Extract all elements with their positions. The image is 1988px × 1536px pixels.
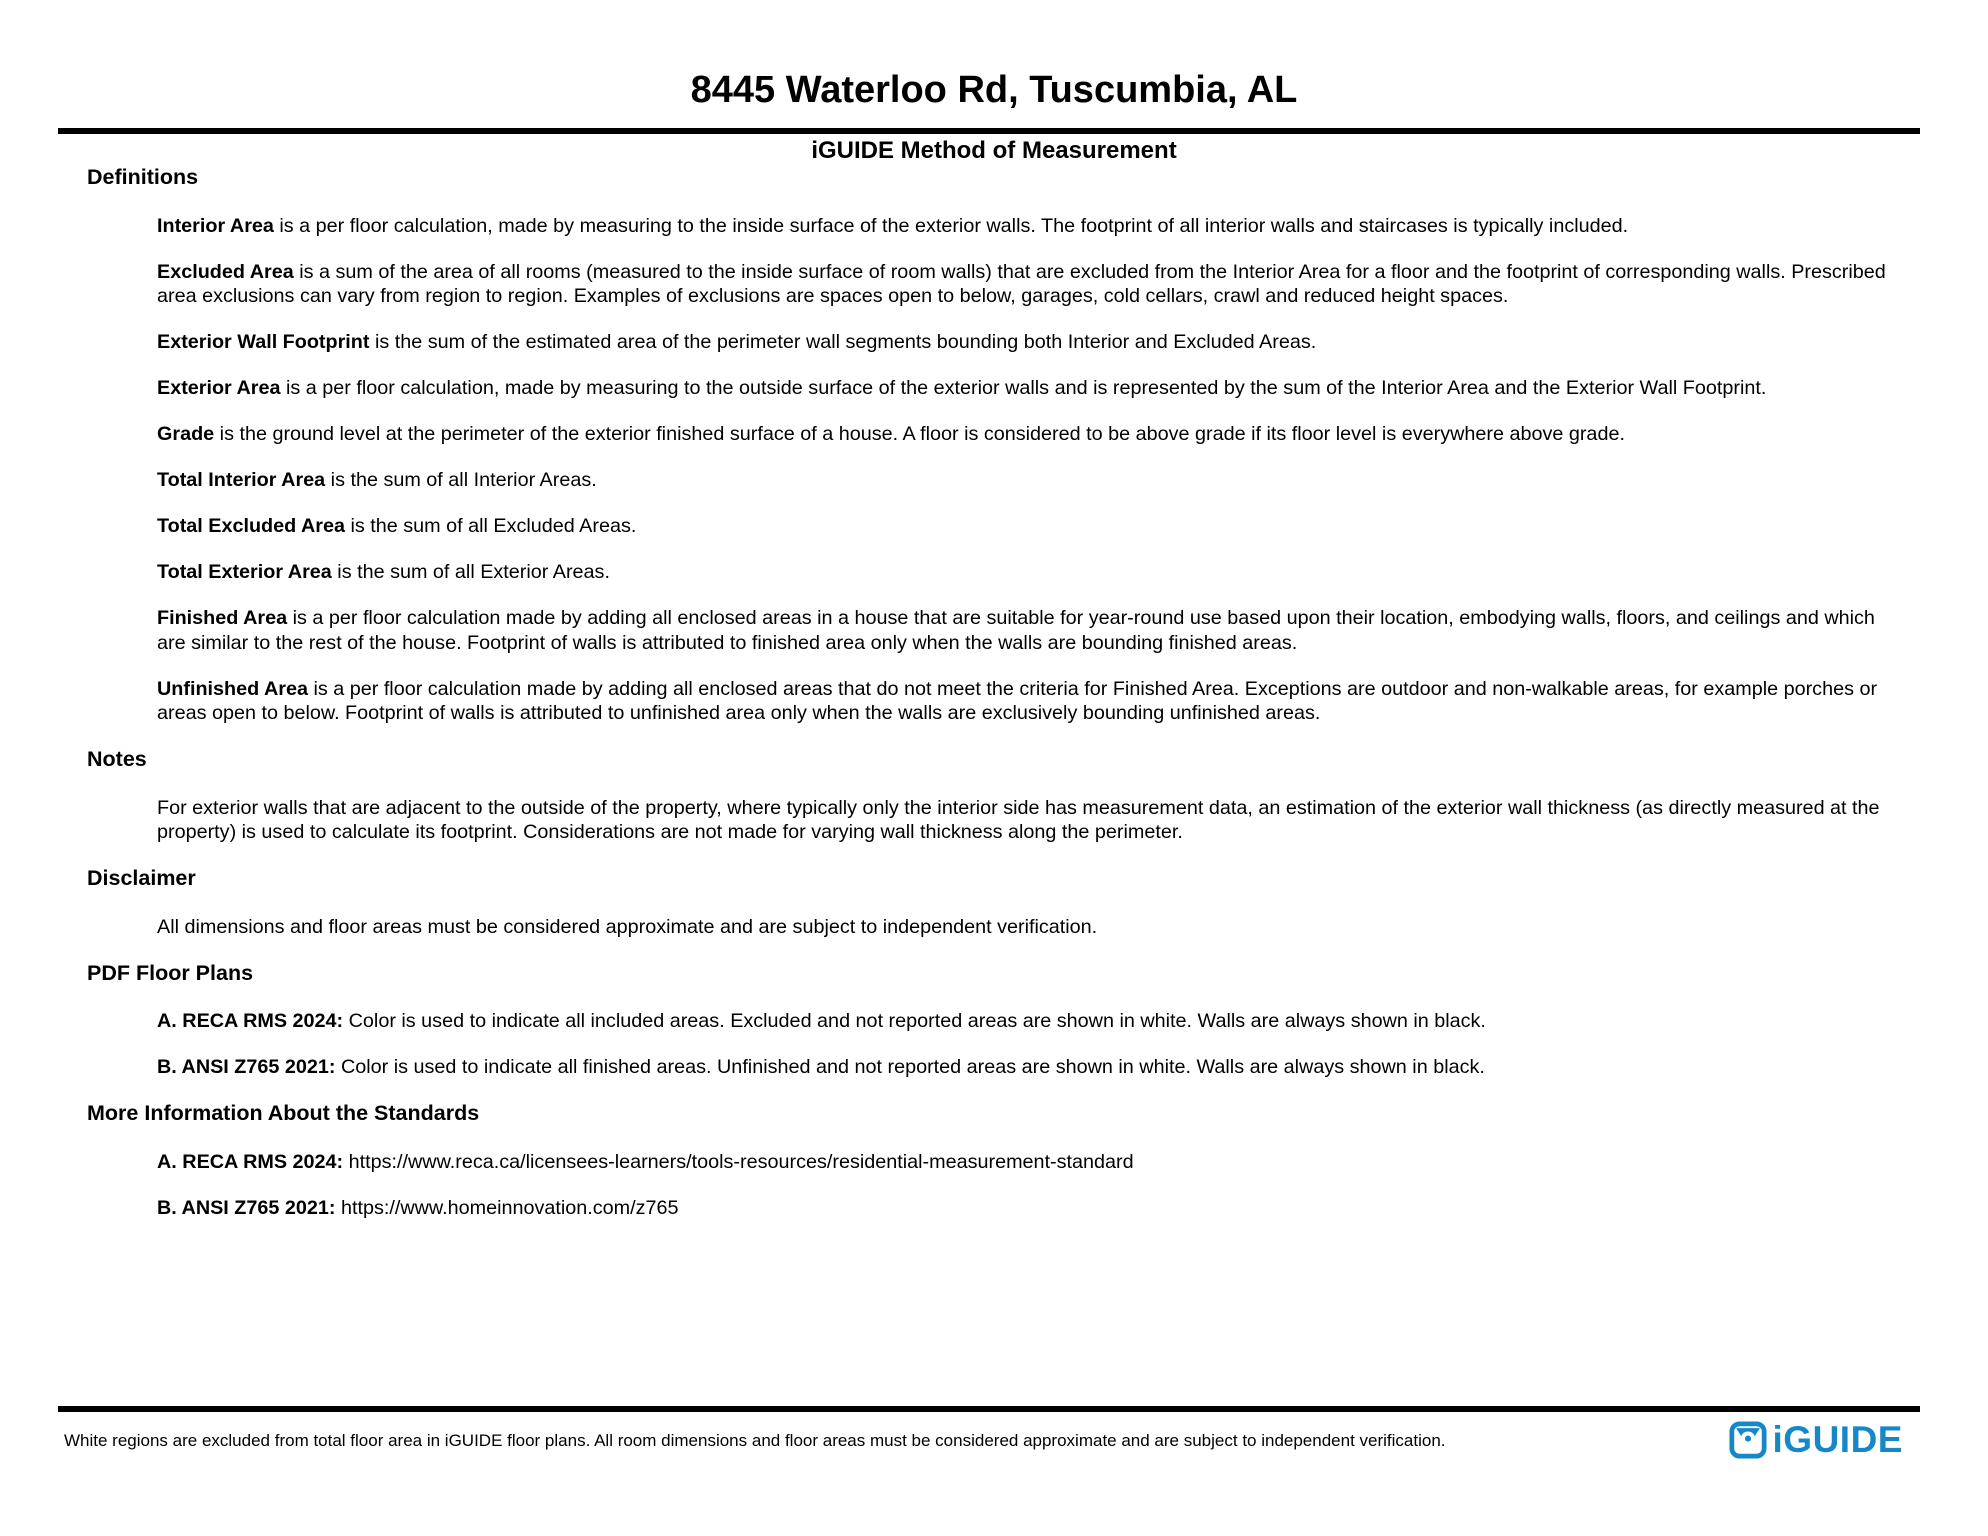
header-divider [58,128,1920,134]
definition-term: Total Exterior Area [157,561,332,583]
standard-url: https://www.reca.ca/licensees-learners/tools-resources/residential-measurement-standard [343,1150,1134,1173]
definition-text: is a per floor calculation made by adding all enclosed areas in a house that are suitable for year-round use based upon their location, embodying walls, floors, and ceilings and which are similar to the rest of the house. Footprint of walls is attributed to finished area only when the walls are bounding finished areas. [157,607,1875,654]
definition-exterior-area [157,376,1897,401]
definition-text: is the sum of all Excluded Areas. [344,515,637,537]
definition-term: Total Interior Area [157,469,326,491]
notes-paragraph: For exterior walls that are adjacent to the outside of the property, where typically only the interior side has measurement data, an estimation of the exterior wall thickness (as directly measured at the property) is used to calculate its footprint. Considerations are not made for varying wall thickness along the perimeter. [157,796,1880,843]
definition-grade [157,422,1897,447]
section-heading-more-information: More Information About the Standards [87,1101,480,1125]
page-title: 8445 Waterloo Rd, Tuscumbia, AL [690,69,1298,111]
page-footer [0,1406,1988,1468]
standard-text: Color is used to indicate all included areas. Excluded and not reported areas are shown in white. Walls are always shown in black. [343,1010,1486,1032]
standard-url: https://www.homeinnovation.com/z765 [335,1196,679,1219]
disclaimer-paragraph: All dimensions and floor areas must be considered approximate and are subject to independent verification. [157,915,1098,938]
definition-term: Total Excluded Area [157,515,345,537]
definition-total-exterior-area [157,560,1897,585]
section-heading-pdf-floor-plans: PDF Floor Plans [87,960,254,985]
more-information-item-ansi [157,1196,1897,1221]
definition-total-excluded-area [157,514,1897,539]
definition-term: Finished Area [157,607,288,629]
definition-term: Exterior Wall Footprint [157,331,370,353]
definition-text: is a per floor calculation, made by measuring to the outside surface of the exterior walls and is represented by the sum of the Interior Area and the Exterior Wall Footprint. [280,377,1767,399]
pdf-floor-plans-item-ansi [157,1055,1897,1080]
definition-text: is a per floor calculation made by adding all enclosed areas that do not meet the criteria for Finished Area. Exceptions are outdoor and non-walkable areas, for example porches or areas open to below. Footprint of walls is attributed to unfinished area only when the walls are exclusively bounding unfinished areas. [157,677,1878,724]
standard-label: B. ANSI Z765 2021: [157,1196,336,1219]
definition-term: Unfinished Area [157,677,308,700]
definition-text: is a per floor calculation, made by measuring to the inside surface of the exterior walls. The footprint of all interior walls and staircases is typically included. [273,214,1629,237]
definition-finished-area [157,606,1897,655]
iguide-logo [1729,1420,1903,1460]
definition-text: is the sum of the estimated area of the perimeter wall segments bounding both Interior and Excluded Areas. [369,331,1317,353]
footer-disclaimer: White regions are excluded from total floor area in iGUIDE floor plans. All room dimensions and floor areas must be considered approximate and are subject to independent verification. [64,1430,1446,1450]
definition-unfinished-area [157,677,1897,726]
document-subtitle: iGUIDE Method of Measurement [811,137,1177,164]
definition-term: Interior Area [157,214,274,237]
definition-text: is the sum of all Interior Areas. [325,469,597,491]
standard-text: Color is used to indicate all finished areas. Unfinished and not reported areas are shown in white. Walls are always shown in black. [335,1056,1485,1078]
definition-total-interior-area [157,468,1897,493]
definition-exterior-wall-footprint [157,330,1897,355]
more-information-item-reca [157,1150,1897,1175]
iguide-camera-icon [1729,1421,1767,1459]
section-heading-definitions: Definitions [87,165,199,189]
definition-term: Excluded Area [157,260,294,283]
definition-interior-area [157,214,1897,239]
standard-label: A. RECA RMS 2024: [157,1150,344,1173]
definition-text: is the sum of all Exterior Areas. [331,561,610,583]
definition-excluded-area [157,260,1897,309]
definition-term: Exterior Area [157,377,281,399]
standard-label: A. RECA RMS 2024: [157,1010,344,1032]
standard-label: B. ANSI Z765 2021: [157,1056,336,1078]
definition-term: Grade [157,423,215,445]
pdf-floor-plans-item-reca [157,1009,1897,1034]
definition-text: is the ground level at the perimeter of the exterior finished surface of a house. A floor is considered to be above grade if its floor level is everywhere above grade. [214,423,1625,445]
section-heading-disclaimer: Disclaimer [87,866,196,890]
definition-text: is a sum of the area of all rooms (measured to the inside surface of room walls) that are excluded from the Interior Area for a floor and the footprint of corresponding walls. Prescribed area exclusions can vary from region to region. Examples of exclusions are spaces open to below, garages, cold cellars, crawl and reduced height spaces. [157,260,1886,307]
iguide-logo-text: iGUIDE [1772,1419,1903,1460]
section-heading-notes: Notes [87,747,147,771]
